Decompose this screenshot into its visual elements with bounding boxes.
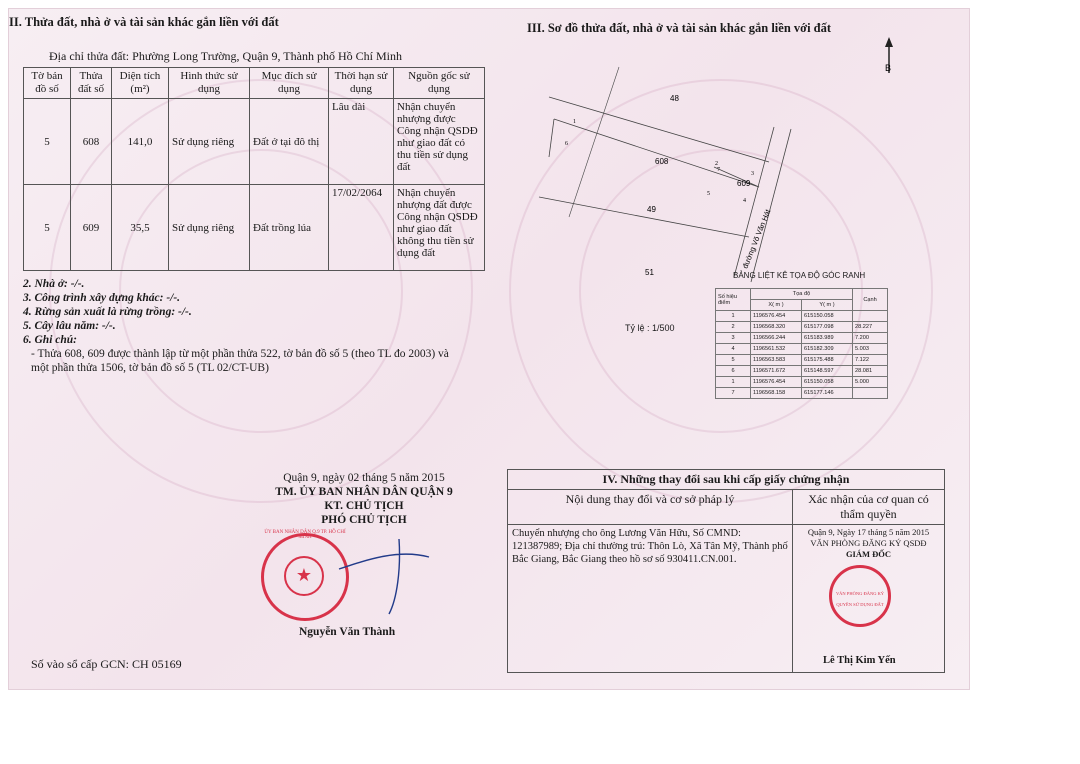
table-row bbox=[716, 322, 888, 333]
cell-purpose: Đất ở tại đô thị bbox=[250, 99, 329, 185]
office-seal-text: VĂN PHÒNG ĐĂNG KÝ QUYỀN SỬ DỤNG ĐẤT bbox=[835, 591, 885, 607]
coord-edge: 7.122 bbox=[853, 355, 888, 366]
signer-position: PHÓ CHỦ TỊCH bbox=[321, 514, 407, 526]
coord-y: 615148.597 bbox=[802, 366, 853, 377]
table-row bbox=[716, 344, 888, 355]
boundary-line bbox=[554, 119, 759, 187]
boundary-line bbox=[569, 67, 619, 217]
point-label: 7 bbox=[717, 167, 720, 173]
table-row bbox=[508, 525, 945, 673]
cell-origin: Nhận chuyển nhượng được Công nhận QSDĐ như giao đất có thu tiền sử dụng đất bbox=[394, 99, 485, 185]
road-edge bbox=[751, 129, 791, 282]
confirm-office: VĂN PHÒNG ĐĂNG KÝ QSDĐ bbox=[810, 538, 927, 548]
header-map-sheet: Tờ bản đồ số bbox=[24, 68, 71, 99]
seal-star-icon: ★ bbox=[284, 556, 324, 596]
cell-map: 5 bbox=[24, 99, 71, 185]
coord-header-x: X( m ) bbox=[751, 300, 802, 311]
cell-form: Sử dụng riêng bbox=[169, 99, 250, 185]
cell-form: Sử dụng riêng bbox=[169, 185, 250, 271]
confirm-title: GIÁM ĐỐC bbox=[845, 549, 892, 559]
note-remarks: - Thửa 608, 609 được thành lập từ một phần thửa 522, tờ bản đồ số 5 (theo TL đo 2003) và một phần thửa 1506, tờ bản đồ số 5 (TL 02/CT-UB) bbox=[31, 348, 449, 374]
office-seal-stamp bbox=[829, 565, 891, 627]
confirm-signer-name: Lê Thị Kim Yến bbox=[823, 655, 896, 666]
header-area: Diện tích (m²) bbox=[112, 68, 169, 99]
label-parcel-608: 608 bbox=[655, 157, 669, 166]
coord-y: 615150.058 bbox=[802, 377, 853, 388]
point-label: 6 bbox=[565, 141, 568, 147]
coord-y: 615177.098 bbox=[802, 322, 853, 333]
cell-origin: Nhận chuyển nhượng đất được Công nhận QSDĐ như giao đất không thu tiền sử dụng đất bbox=[394, 185, 485, 271]
issuing-org: TM. ỦY BAN NHÂN DÂN QUẬN 9 bbox=[275, 486, 453, 498]
section-3-title: III. Sơ đồ thửa đất, nhà ở và tài sản khác gắn liền với đất bbox=[527, 21, 832, 35]
coord-edge: 28.081 bbox=[853, 366, 888, 377]
signature-mark bbox=[329, 529, 459, 619]
point-label: 4 bbox=[743, 198, 746, 204]
header-use-purpose: Mục đích sử dụng bbox=[250, 68, 329, 99]
coord-edge bbox=[853, 311, 888, 322]
note-construction: 3. Công trình xây dựng khác: -/-. bbox=[23, 292, 181, 304]
changes-table bbox=[507, 469, 945, 673]
coord-header-y: Y( m ) bbox=[802, 300, 853, 311]
change-confirmation bbox=[793, 525, 945, 673]
coord-y: 615177.146 bbox=[802, 388, 853, 399]
coord-pt: 6 bbox=[716, 366, 751, 377]
cell-term: 17/02/2064 bbox=[329, 185, 394, 271]
signer-name: Nguyễn Văn Thành bbox=[299, 626, 396, 638]
coord-y: 615150.058 bbox=[802, 311, 853, 322]
coordinate-table-title: BẢNG LIỆT KÊ TỌA ĐỘ GÓC RANH bbox=[733, 271, 866, 280]
coord-x: 1196566.244 bbox=[751, 333, 802, 344]
coord-x: 1196576.454 bbox=[751, 311, 802, 322]
label-parcel-48: 48 bbox=[670, 94, 679, 103]
table-row bbox=[716, 311, 888, 322]
boundary-line bbox=[549, 97, 769, 162]
change-content: Chuyển nhượng cho ông Lương Văn Hữu, Số CMND: 121387989; Địa chỉ thường trú: Thôn Lò, Xã Tân Mỹ, Thành phố Bắc Giang, Bắc Giang theo hồ sơ số 930411.CN.001. bbox=[508, 525, 793, 673]
coord-x: 1196568.320 bbox=[751, 322, 802, 333]
coord-header-coord: Tọa độ bbox=[751, 289, 853, 300]
coord-edge: 5.000 bbox=[853, 377, 888, 388]
changes-col-confirm: Xác nhận của cơ quan có thẩm quyền bbox=[793, 490, 945, 525]
coord-y: 615182.309 bbox=[802, 344, 853, 355]
register-number: Số vào sổ cấp GCN: CH 05169 bbox=[31, 657, 182, 671]
property-notes bbox=[23, 277, 453, 375]
section-2-title: II. Thửa đất, nhà ở và tài sản khác gắn liền với đất bbox=[9, 15, 279, 29]
boundary-line bbox=[549, 119, 554, 157]
boundary-line bbox=[539, 197, 749, 237]
note-forest: 4. Rừng sản xuất là rừng trồng: -/-. bbox=[23, 306, 192, 318]
cell-parcel: 608 bbox=[71, 99, 112, 185]
coord-x: 1196571.672 bbox=[751, 366, 802, 377]
coord-x: 1196576.454 bbox=[751, 377, 802, 388]
changes-col-content: Nội dung thay đổi và cơ sở pháp lý bbox=[508, 490, 793, 525]
issue-date: Quận 9, ngày 02 tháng 5 năm 2015 bbox=[283, 472, 445, 484]
note-house: 2. Nhà ở: -/-. bbox=[23, 278, 85, 290]
coord-x: 1196568.158 bbox=[751, 388, 802, 399]
seal-text: ỦY BAN NHÂN DÂN Q.9 TP. HỒ CHÍ MINH bbox=[264, 530, 346, 540]
confirm-date: Quận 9, Ngày 17 tháng 5 năm 2015 bbox=[807, 527, 930, 537]
coord-pt: 2 bbox=[716, 322, 751, 333]
table-row bbox=[24, 185, 485, 271]
parcel-address: Địa chỉ thửa đất: Phường Long Trường, Quận 9, Thành phố Hồ Chí Minh bbox=[49, 49, 402, 63]
coord-x: 1196563.583 bbox=[751, 355, 802, 366]
coord-y: 615183.989 bbox=[802, 333, 853, 344]
signing-authority: KT. CHỦ TỊCH bbox=[324, 500, 404, 512]
cell-parcel: 609 bbox=[71, 185, 112, 271]
coord-pt: 1 bbox=[716, 311, 751, 322]
coord-x: 1196561.532 bbox=[751, 344, 802, 355]
header-use-form: Hình thức sử dụng bbox=[169, 68, 250, 99]
cell-area: 35,5 bbox=[112, 185, 169, 271]
note-trees: 5. Cây lâu năm: -/-. bbox=[23, 320, 116, 332]
parcel-diagram bbox=[529, 37, 949, 297]
cell-map: 5 bbox=[24, 185, 71, 271]
coord-edge: 7.200 bbox=[853, 333, 888, 344]
label-parcel-609: 609 bbox=[737, 179, 751, 188]
point-label: 2 bbox=[715, 161, 718, 167]
signature-block-left bbox=[239, 471, 489, 527]
note-remarks-title: 6. Ghi chú: bbox=[23, 334, 77, 346]
table-row bbox=[716, 355, 888, 366]
table-row bbox=[716, 333, 888, 344]
header-use-origin: Nguồn gốc sử dụng bbox=[394, 68, 485, 99]
label-parcel-51: 51 bbox=[645, 268, 654, 277]
coord-pt: 1 bbox=[716, 377, 751, 388]
cell-purpose: Đất trồng lúa bbox=[250, 185, 329, 271]
coord-pt: 3 bbox=[716, 333, 751, 344]
cell-term: Lâu dài bbox=[329, 99, 394, 185]
header-parcel-no: Thửa đất số bbox=[71, 68, 112, 99]
point-label: 1 bbox=[573, 119, 576, 125]
label-road: đường Võ Văn Hát bbox=[740, 208, 773, 270]
land-parcel-table bbox=[23, 67, 485, 271]
land-table-header bbox=[24, 68, 485, 99]
coord-edge: 28.227 bbox=[853, 322, 888, 333]
certificate-page bbox=[8, 8, 970, 690]
coord-edge: 5.003 bbox=[853, 344, 888, 355]
coord-pt: 5 bbox=[716, 355, 751, 366]
cell-area: 141,0 bbox=[112, 99, 169, 185]
label-parcel-49: 49 bbox=[647, 205, 656, 214]
map-scale: Tỷ lệ : 1/500 bbox=[625, 323, 675, 333]
north-label: B bbox=[885, 63, 892, 73]
point-label: 3 bbox=[751, 171, 754, 177]
table-row bbox=[716, 366, 888, 377]
north-arrow-head bbox=[885, 37, 893, 47]
section-4-title: IV. Những thay đổi sau khi cấp giấy chứng nhận bbox=[508, 470, 945, 490]
table-row bbox=[716, 388, 888, 399]
coord-pt: 7 bbox=[716, 388, 751, 399]
table-row bbox=[716, 377, 888, 388]
coordinate-table bbox=[715, 288, 888, 399]
coord-header-point: Số hiệu điểm bbox=[716, 289, 751, 311]
coord-y: 615175.488 bbox=[802, 355, 853, 366]
point-label: 5 bbox=[707, 191, 710, 197]
coord-pt: 4 bbox=[716, 344, 751, 355]
coord-edge bbox=[853, 388, 888, 399]
header-use-term: Thời hạn sử dụng bbox=[329, 68, 394, 99]
table-row bbox=[24, 99, 485, 185]
coord-header-edge: Cạnh bbox=[853, 289, 888, 311]
